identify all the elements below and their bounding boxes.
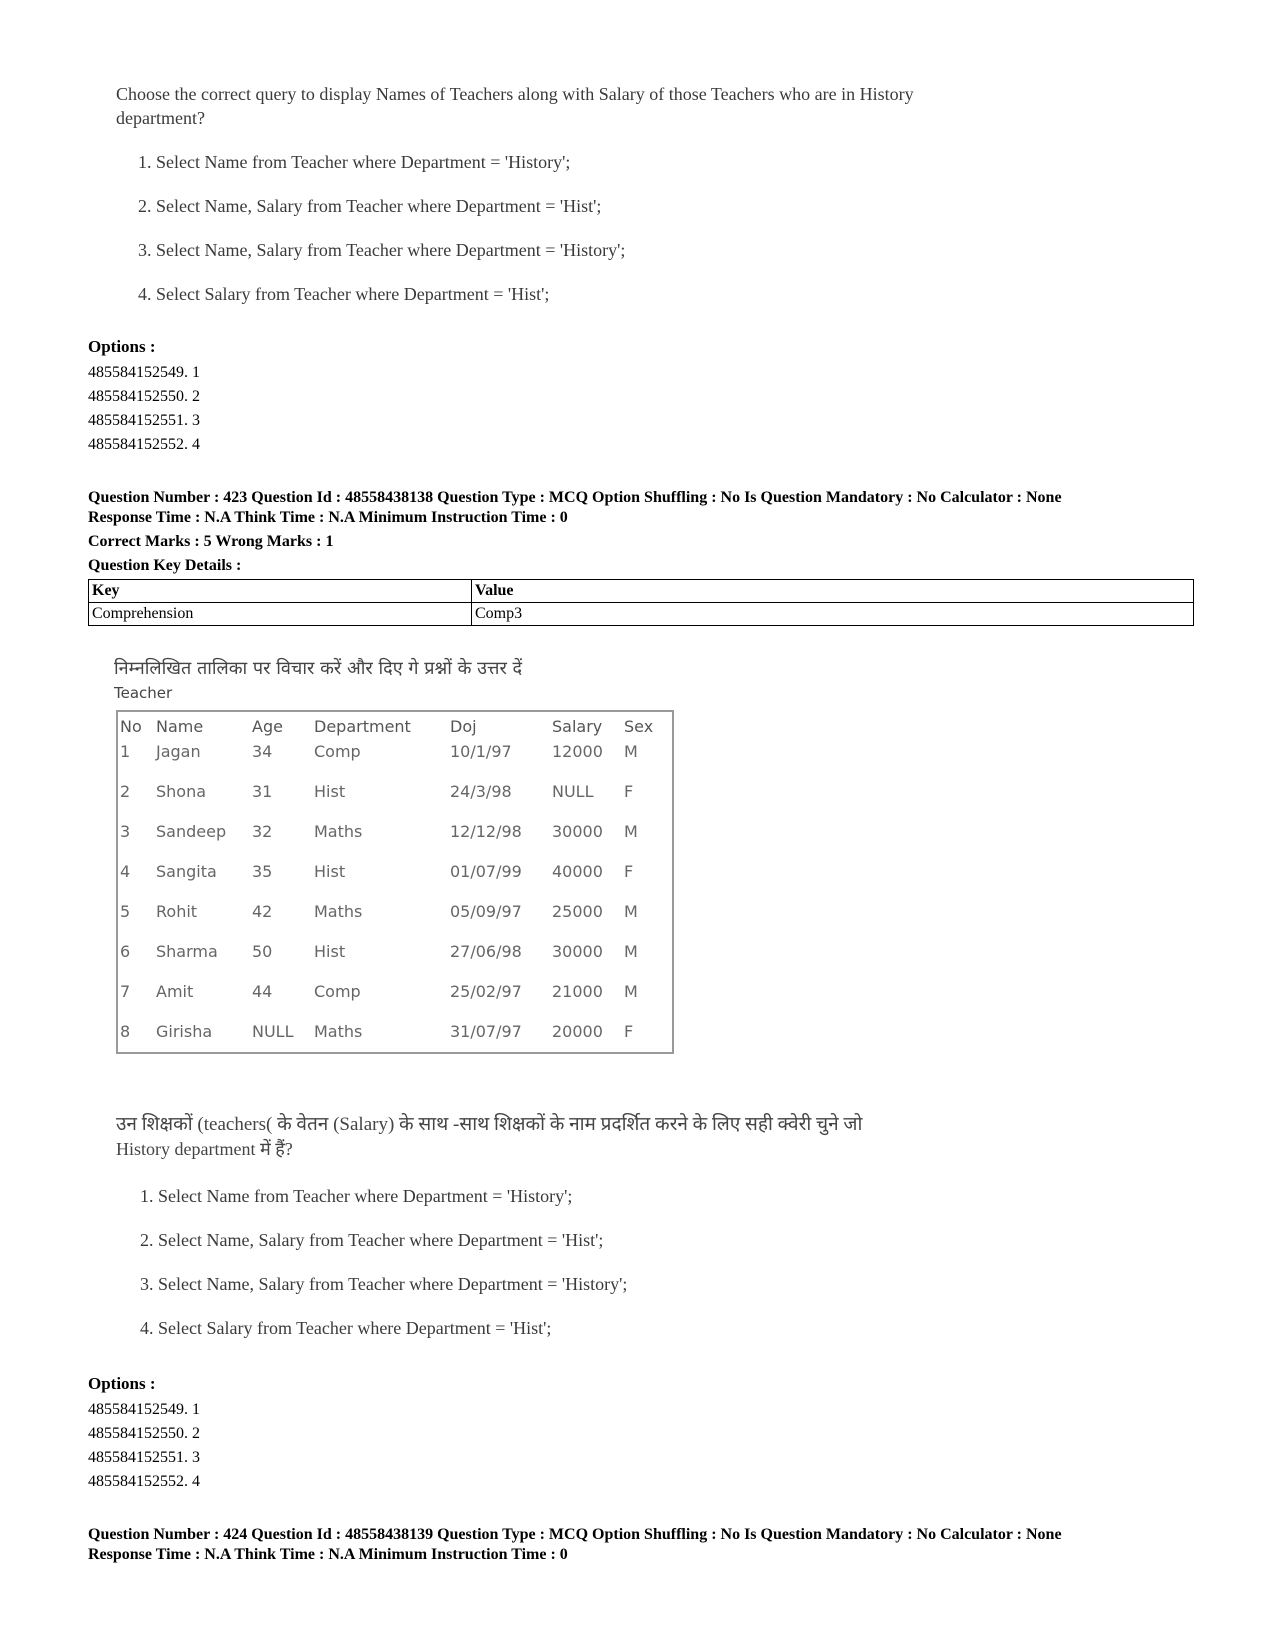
column-header-name: Name [156, 717, 204, 736]
cell-age: 31 [252, 782, 273, 801]
option-item: 485584152550. 2 [88, 1425, 200, 1442]
hindi-question-line2: History department में हैं? [116, 1139, 293, 1159]
key-cell: Comprehension [89, 603, 472, 626]
option-item: 485584152549. 1 [88, 364, 200, 381]
cell-age: 42 [252, 902, 273, 921]
table-row [89, 580, 1194, 603]
cell-sex: M [624, 982, 638, 1001]
cell-no: 4 [120, 862, 131, 881]
cell-no: 8 [120, 1022, 131, 1041]
cell-sex: F [624, 862, 634, 881]
cell-salary: 30000 [552, 942, 603, 961]
key-details-table [88, 579, 1194, 626]
cell-age: 35 [252, 862, 273, 881]
question-meta-line1: Question Number : 424 Question Id : 48558438139 Question Type : MCQ Option Shuffling : No Is Question Mandatory : No Calculator : None [88, 1526, 1062, 1543]
cell-no: 7 [120, 982, 131, 1001]
cell-department: Hist [314, 942, 346, 961]
cell-no: 3 [120, 822, 131, 841]
cell-doj: 05/09/97 [450, 902, 522, 921]
cell-name: Sangita [156, 862, 217, 881]
option-item: 485584152549. 1 [88, 1401, 200, 1418]
cell-age: NULL [252, 1022, 294, 1041]
options-list [88, 361, 200, 457]
question-text-line2: department? [116, 108, 205, 128]
option-item: 485584152552. 4 [88, 1473, 200, 1490]
cell-name: Sandeep [156, 822, 227, 841]
cell-department: Maths [314, 1022, 363, 1041]
column-header-salary: Salary [552, 717, 603, 736]
cell-salary: NULL [552, 782, 594, 801]
option-item: 485584152550. 2 [88, 388, 200, 405]
cell-department: Hist [314, 862, 346, 881]
question-meta-line2: Response Time : N.A Think Time : N.A Minimum Instruction Time : 0 [88, 509, 568, 526]
cell-name: Amit [156, 982, 194, 1001]
choice-2: 2. Select Name, Salary from Teacher where Department = 'Hist'; [138, 196, 602, 216]
cell-salary: 30000 [552, 822, 603, 841]
marks-line: Correct Marks : 5 Wrong Marks : 1 [88, 533, 334, 550]
cell-no: 5 [120, 902, 131, 921]
cell-department: Hist [314, 782, 346, 801]
choice-3: 3. Select Name, Salary from Teacher where Department = 'History'; [140, 1274, 628, 1294]
question-meta-line1: Question Number : 423 Question Id : 48558438138 Question Type : MCQ Option Shuffling : No Is Question Mandatory : No Calculator : None [88, 489, 1062, 506]
cell-doj: 25/02/97 [450, 982, 522, 1001]
cell-sex: M [624, 742, 638, 761]
cell-age: 34 [252, 742, 273, 761]
cell-doj: 12/12/98 [450, 822, 522, 841]
cell-doj: 10/1/97 [450, 742, 512, 761]
column-header-sex: Sex [624, 717, 654, 736]
cell-no: 2 [120, 782, 131, 801]
question-meta-line2: Response Time : N.A Think Time : N.A Minimum Instruction Time : 0 [88, 1546, 568, 1563]
question-423-meta [88, 488, 1062, 528]
question-text-line1: Choose the correct query to display Names of Teachers along with Salary of those Teachers who are in History [116, 84, 914, 104]
cell-no: 6 [120, 942, 131, 961]
column-header-no: No [120, 717, 142, 736]
cell-salary: 25000 [552, 902, 603, 921]
cell-doj: 27/06/98 [450, 942, 522, 961]
cell-age: 32 [252, 822, 273, 841]
cell-doj: 31/07/97 [450, 1022, 522, 1041]
cell-age: 44 [252, 982, 273, 1001]
cell-doj: 01/07/99 [450, 862, 522, 881]
question-text [116, 82, 1016, 130]
value-header: Value [472, 580, 1194, 603]
column-header-age: Age [252, 717, 283, 736]
cell-sex: M [624, 942, 638, 961]
cell-name: Shona [156, 782, 207, 801]
key-header: Key [89, 580, 472, 603]
cell-no: 1 [120, 742, 131, 761]
cell-age: 50 [252, 942, 273, 961]
option-item: 485584152551. 3 [88, 1449, 200, 1466]
cell-name: Girisha [156, 1022, 213, 1041]
cell-department: Comp [314, 982, 361, 1001]
cell-salary: 21000 [552, 982, 603, 1001]
cell-sex: F [624, 1022, 634, 1041]
cell-name: Rohit [156, 902, 198, 921]
cell-name: Sharma [156, 942, 218, 961]
cell-salary: 20000 [552, 1022, 603, 1041]
choice-4: 4. Select Salary from Teacher where Department = 'Hist'; [138, 284, 550, 304]
choice-1: 1. Select Name from Teacher where Department = 'History'; [138, 152, 571, 172]
choice-1: 1. Select Name from Teacher where Department = 'History'; [140, 1186, 573, 1206]
choice-3: 3. Select Name, Salary from Teacher where Department = 'History'; [138, 240, 626, 260]
cell-salary: 40000 [552, 862, 603, 881]
option-item: 485584152552. 4 [88, 436, 200, 453]
column-header-department: Department [314, 717, 411, 736]
value-cell: Comp3 [472, 603, 1194, 626]
teacher-table [116, 710, 674, 1054]
cell-sex: M [624, 822, 638, 841]
hindi-question-line1: उन शिक्षकों (teachers( के वेतन (Salary) के साथ -साथ शिक्षकों के नाम प्रदर्शित करने के लिए सही क्वेरी चुने जो [116, 1114, 863, 1135]
options-label: Options : [88, 1374, 156, 1393]
cell-doj: 24/3/98 [450, 782, 512, 801]
option-item: 485584152551. 3 [88, 412, 200, 429]
options-list [88, 1398, 200, 1494]
key-details-label: Question Key Details : [88, 557, 242, 574]
table-row [89, 603, 1194, 626]
cell-department: Comp [314, 742, 361, 761]
cell-sex: M [624, 902, 638, 921]
cell-sex: F [624, 782, 634, 801]
cell-department: Maths [314, 902, 363, 921]
cell-name: Jagan [156, 742, 201, 761]
options-label: Options : [88, 337, 156, 356]
question-424-meta [88, 1525, 1062, 1565]
cell-salary: 12000 [552, 742, 603, 761]
choice-4: 4. Select Salary from Teacher where Department = 'Hist'; [140, 1318, 552, 1338]
cell-department: Maths [314, 822, 363, 841]
column-header-doj: Doj [450, 717, 477, 736]
choice-2: 2. Select Name, Salary from Teacher where Department = 'Hist'; [140, 1230, 604, 1250]
teacher-table-label: Teacher [114, 684, 173, 702]
hindi-instruction: निम्नलिखित तालिका पर विचार करें और दिए गे प्रश्नों के उत्तर दें [114, 658, 523, 679]
